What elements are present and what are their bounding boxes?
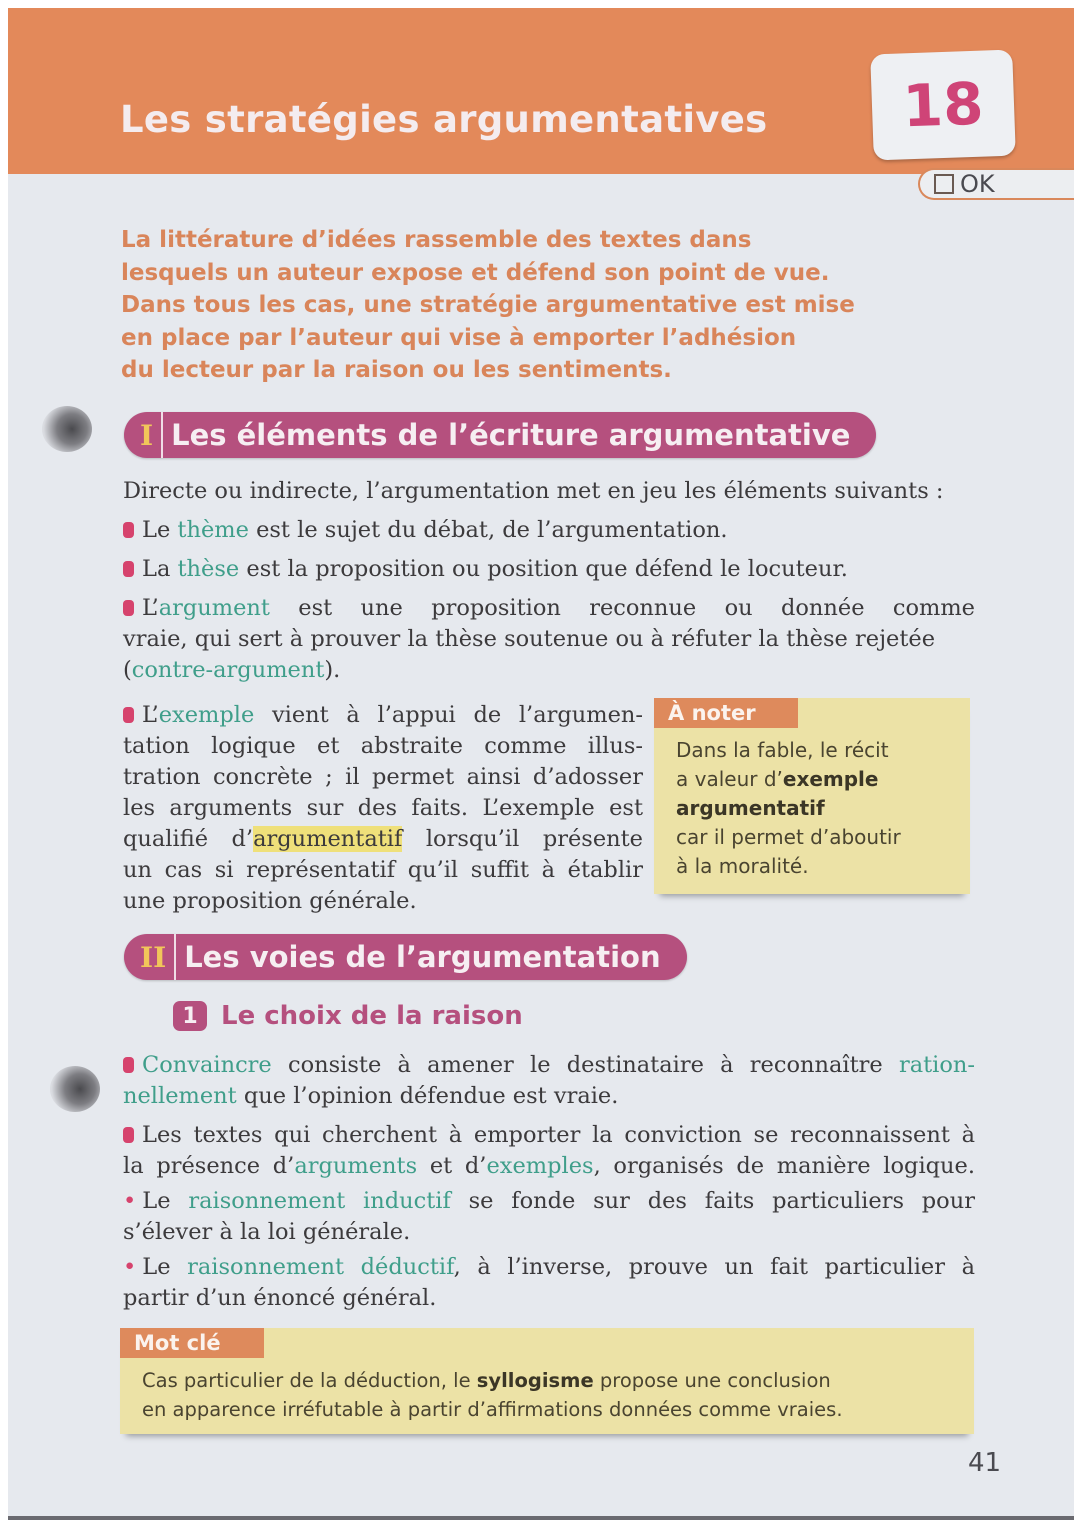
keyword: argument xyxy=(158,595,270,621)
section1-body xyxy=(123,476,975,686)
keyword: thème xyxy=(177,517,249,543)
list-item-exemple: L’exemple vient à l’appui de l’argumen- tation logique et abstraite comme illus- tration concrète ; il permet ainsi d’adosser les arguments sur des faits. L’exemple est qualifié d’argumentatif lorsqu’il présente un cas si représentatif qu’il suffit à établir une proposition générale. xyxy=(123,702,643,914)
dot-bullet-icon: • xyxy=(123,1254,137,1280)
list-item-argument: L’argument est une proposition reconnue ou donnée comme vraie, qui sert à prouver la thèse soutenue ou à réfuter la thèse rejetée (contre-argument). xyxy=(123,595,975,683)
keyword: thèse xyxy=(177,556,240,582)
keyword: raisonnement déductif xyxy=(187,1254,454,1280)
intro-line: du lecteur par la raison ou les sentiments. xyxy=(121,357,672,383)
textbook-page xyxy=(8,8,1074,1520)
keyword: ration- xyxy=(898,1052,975,1078)
binder-hole-icon xyxy=(50,1066,100,1112)
bullet-icon xyxy=(123,707,134,723)
section-numeral: I xyxy=(124,412,163,458)
bullet-icon xyxy=(123,1057,134,1073)
sub-item-deductif: • Le raisonnement déductif, à l’inverse, prouve un fait particulier à partir d’un énoncé général. xyxy=(123,1254,975,1311)
subsection-title: Le choix de la raison xyxy=(221,1001,523,1031)
note-tag: Mot clé xyxy=(120,1328,264,1358)
keyword: exemple xyxy=(158,702,255,728)
keyword: raisonnement inductif xyxy=(188,1188,451,1214)
chapter-number: 18 xyxy=(901,69,985,141)
section-title: Les voies de l’argumentation xyxy=(184,940,661,974)
section-heading-2 xyxy=(124,934,687,980)
section-heading-1 xyxy=(124,412,876,458)
keyword: Convaincre xyxy=(142,1052,272,1078)
list-item-these: La thèse est la proposition ou position que défend le locuteur. xyxy=(123,554,975,585)
mot-cle-box xyxy=(120,1328,974,1434)
lead-text: Directe ou indirecte, l’argumentation met en jeu les éléments suivants : xyxy=(123,478,944,504)
bullet-icon xyxy=(123,522,134,538)
highlighted-keyword: argumentatif xyxy=(253,826,403,852)
subsection-heading xyxy=(173,1001,523,1031)
intro-paragraph xyxy=(121,224,921,387)
bullet-icon xyxy=(123,1127,134,1143)
page-number: 41 xyxy=(968,1448,1002,1478)
bullet-icon xyxy=(123,600,134,616)
intro-line: lesquels un auteur expose et défend son point de vue. xyxy=(121,259,830,286)
chapter-number-card xyxy=(870,50,1016,161)
keyword: arguments xyxy=(294,1153,418,1179)
intro-line: La littérature d’idées rassemble des textes dans xyxy=(121,227,752,253)
section-numeral: II xyxy=(124,934,176,980)
ok-checkbox-tab[interactable] xyxy=(918,168,1074,200)
keyword-text: Cas particulier de la déduction, le syllogisme propose une conclusion en apparence irréfutable à partir d’affirmations données comme vraies. xyxy=(142,1369,843,1421)
keyword: exemples xyxy=(486,1153,594,1179)
intro-line: en place par l’auteur qui vise à emporter l’adhésion xyxy=(121,324,797,351)
section-title: Les éléments de l’écriture argumentative xyxy=(171,418,851,452)
chapter-title: Les stratégies argumentatives xyxy=(120,98,768,141)
note-text: Dans la fable, le récit a valeur d’exemple argumentatif car il permet d’aboutir à la moralité. xyxy=(676,738,901,878)
bullet-icon xyxy=(123,561,134,577)
subsection-number: 1 xyxy=(173,1001,207,1031)
binder-hole-icon xyxy=(42,406,92,452)
list-item-convaincre: Convaincre consiste à amener le destinataire à reconnaître ration- nellement que l’opinion défendue est vraie. xyxy=(123,1052,975,1109)
list-item-conviction: Les textes qui cherchent à emporter la conviction se reconnaissent à la présence d’arguments et d’exemples, organisés de manière logique. xyxy=(123,1122,976,1179)
a-noter-box xyxy=(654,698,970,894)
checkbox-icon[interactable] xyxy=(934,174,954,194)
list-item-theme: Le thème est le sujet du débat, de l’argumentation. xyxy=(123,515,975,546)
note-tag: À noter xyxy=(654,698,798,728)
dot-bullet-icon: • xyxy=(123,1188,137,1214)
ok-label: OK xyxy=(960,170,995,198)
keyword: nellement xyxy=(123,1083,237,1109)
intro-line: Dans tous les cas, une stratégie argumentative est mise xyxy=(121,292,855,318)
section2-body xyxy=(123,1050,975,1314)
sub-item-inductif: • Le raisonnement inductif se fonde sur des faits particuliers pour s’élever à la loi générale. xyxy=(123,1188,975,1245)
keyword: contre-argument xyxy=(131,657,325,683)
